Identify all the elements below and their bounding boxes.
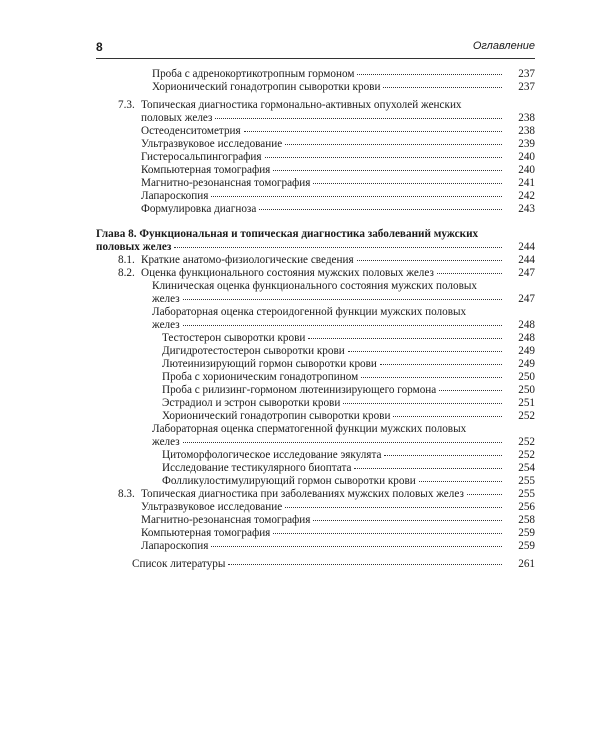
toc-chapter-entry[interactable] <box>96 228 535 254</box>
toc-entry-title: Исследование тестикулярного биоптата <box>162 462 352 474</box>
toc-entry-page: 240 <box>518 164 535 176</box>
toc-entry-title: Список литературы <box>132 558 226 570</box>
toc-entry-page: 249 <box>518 358 535 370</box>
toc-entry[interactable] <box>96 203 535 216</box>
toc-entry-page: 237 <box>518 81 535 93</box>
toc-entry-title: Проба с адренокортикотропным гормоном <box>152 68 355 80</box>
page-number: 8 <box>96 40 103 54</box>
toc-entry-page: 244 <box>518 241 535 253</box>
toc-entry-title: Хорионический гонадотропин сыворотки крови <box>162 410 391 422</box>
page-header <box>96 40 535 56</box>
toc-entry-title: Лабораторная оценка сперматогенной функции мужских половых <box>152 423 467 435</box>
toc-entry[interactable] <box>96 558 535 571</box>
toc-entry-page: 241 <box>518 177 535 189</box>
toc-entry-title: Топическая диагностика при заболеваниях мужских половых желез <box>141 488 464 500</box>
toc-entry-title: Остеоденситометрия <box>141 125 241 137</box>
toc-entry-page: 242 <box>518 190 535 202</box>
toc-entry-page: 250 <box>518 371 535 383</box>
toc-entry[interactable] <box>96 540 535 553</box>
toc-entry-title: Дигидротестостерон сыворотки крови <box>162 345 345 357</box>
toc-entry-title: Хорионический гонадотропин сыворотки крови <box>152 81 381 93</box>
toc-entry-page: 261 <box>518 558 535 570</box>
toc-entry-page: 252 <box>518 436 535 448</box>
toc-entry-page: 248 <box>518 319 535 331</box>
header-rule <box>96 58 535 59</box>
toc-chapter-title-continued: половых желез <box>96 241 172 253</box>
toc-entry-title-continued: желез <box>152 436 180 448</box>
toc-entry-title: Проба с хорионическим гонадотропином <box>162 371 359 383</box>
toc-entry-title-continued: половых желез <box>141 112 213 124</box>
toc-entry-page: 255 <box>518 475 535 487</box>
toc-entry-title: Магнитно-резонансная томография <box>141 514 311 526</box>
toc-entry-title-continued: желез <box>152 319 180 331</box>
toc-entry-page: 259 <box>518 540 535 552</box>
toc-section-number: 8.2. <box>118 267 135 279</box>
toc-entry[interactable] <box>96 81 535 94</box>
toc-entry-page: 252 <box>518 449 535 461</box>
toc-entry-title: Лапароскопия <box>141 190 209 202</box>
toc-entry-page: 243 <box>518 203 535 215</box>
toc-section-number: 8.1. <box>118 254 135 266</box>
toc-entry-page: 248 <box>518 332 535 344</box>
toc-section-number: 7.3. <box>118 99 135 111</box>
toc-entry-title: Оценка функционального состояния мужских половых желез <box>141 267 434 279</box>
toc-entry-title: Гистеросальпингография <box>141 151 262 163</box>
toc-entry-title-continued: желез <box>152 293 180 305</box>
toc-entry-page: 247 <box>518 267 535 279</box>
toc-entry-title: Краткие анатомо-физиологические сведения <box>141 254 354 266</box>
toc-entry-title: Клиническая оценка функционального состояния мужских половых <box>152 280 477 292</box>
toc-entry-page: 250 <box>518 384 535 396</box>
toc-entry-title: Цитоморфологическое исследование эякулята <box>162 449 382 461</box>
running-title: Оглавление <box>472 40 535 52</box>
toc-entry-page: 255 <box>518 488 535 500</box>
toc-entry-page: 237 <box>518 68 535 80</box>
toc-entry[interactable] <box>96 410 535 423</box>
toc-entry-title: Ультразвуковое исследование <box>141 138 283 150</box>
toc-entry-title: Эстрадиол и эстрон сыворотки крови <box>162 397 341 409</box>
toc-entry-page: 258 <box>518 514 535 526</box>
toc-entry[interactable] <box>96 267 535 280</box>
toc-entry-title: Компьютерная томография <box>141 527 271 539</box>
toc-entry-page: 244 <box>518 254 535 266</box>
toc-entry-title: Формулировка диагноза <box>141 203 257 215</box>
toc-entry-page: 256 <box>518 501 535 513</box>
toc-entry-title: Лапароскопия <box>141 540 209 552</box>
toc-entry-page: 239 <box>518 138 535 150</box>
toc-entry-title: Тестостерон сыворотки крови <box>162 332 306 344</box>
toc-chapter-title: Глава 8. Функциональная и топическая диагностика заболеваний мужских <box>96 228 479 240</box>
toc-entry-title: Лютеинизирующий гормон сыворотки крови <box>162 358 377 370</box>
toc-entry-title: Топическая диагностика гормонально-активных опухолей женских <box>141 99 462 111</box>
toc-section-number: 8.3. <box>118 488 135 500</box>
toc-entry-page: 247 <box>518 293 535 305</box>
toc-entry-page: 238 <box>518 125 535 137</box>
toc-entry-page: 238 <box>518 112 535 124</box>
toc-entry-title: Ультразвуковое исследование <box>141 501 283 513</box>
toc-entry-page: 240 <box>518 151 535 163</box>
toc-entry-title: Фолликулостимулирующий гормон сыворотки крови <box>162 475 416 487</box>
toc-entry[interactable] <box>96 280 535 306</box>
toc-entry-title: Компьютерная томография <box>141 164 271 176</box>
toc-entry-page: 259 <box>518 527 535 539</box>
toc-entry[interactable] <box>96 99 535 125</box>
toc-entry-title: Проба с рилизинг-гормоном лютеинизирующего гормона <box>162 384 437 396</box>
toc-entry-page: 252 <box>518 410 535 422</box>
toc-entry-title: Лабораторная оценка стероидогенной функции мужских половых <box>152 306 467 318</box>
toc-entry-page: 251 <box>518 397 535 409</box>
toc-entry-page: 249 <box>518 345 535 357</box>
toc-entry[interactable] <box>96 306 535 332</box>
toc-entry-title: Магнитно-резонансная томография <box>141 177 311 189</box>
toc-entry[interactable] <box>96 423 535 449</box>
toc-entry-page: 254 <box>518 462 535 474</box>
